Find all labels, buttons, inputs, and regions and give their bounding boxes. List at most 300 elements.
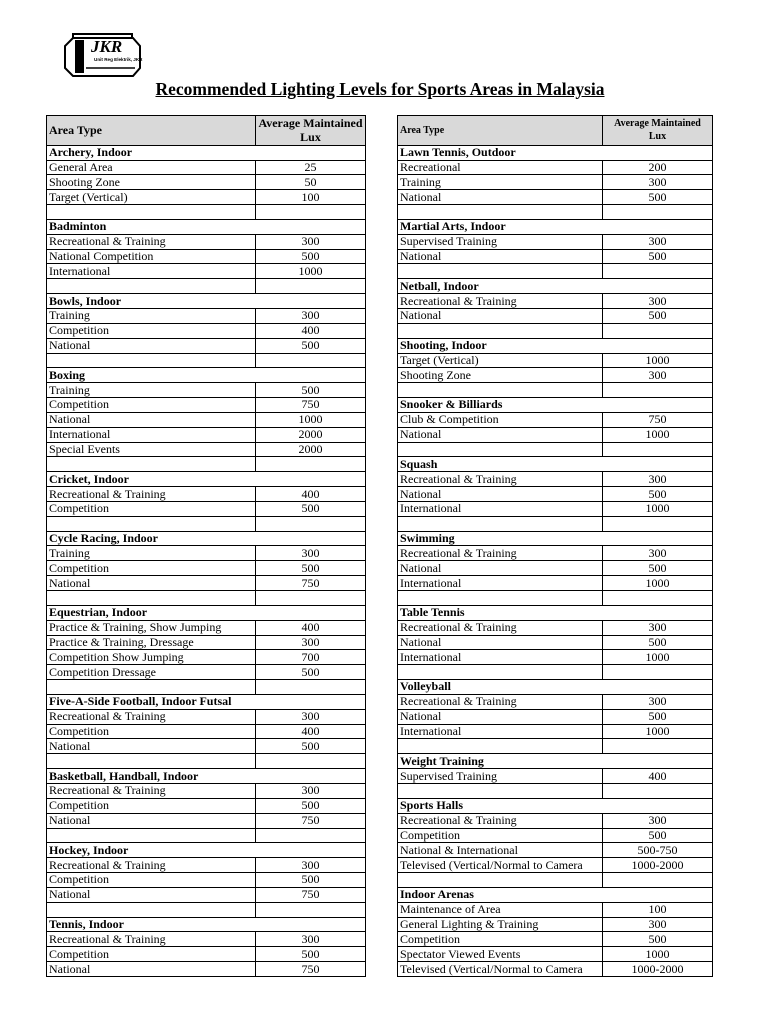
section-heading: Cycle Racing, Indoor xyxy=(47,531,256,546)
area-type-cell: National xyxy=(398,635,603,650)
table-row xyxy=(398,308,713,323)
table-row xyxy=(47,175,366,190)
lux-value-cell: 400 xyxy=(256,323,366,338)
lux-value-cell: 500 xyxy=(256,561,366,576)
lux-value-cell: 500 xyxy=(256,739,366,754)
blank-cell xyxy=(603,264,713,279)
table-row xyxy=(47,947,366,962)
area-type-cell: General Lighting & Training xyxy=(398,917,603,932)
area-type-cell: International xyxy=(398,576,603,591)
table-row xyxy=(398,249,713,264)
lux-value-cell: 1000 xyxy=(603,650,713,665)
section-lux-cell xyxy=(603,457,713,472)
table-row xyxy=(398,294,713,309)
blank-cell xyxy=(47,902,256,917)
section-lux-cell xyxy=(603,398,713,413)
blank-cell xyxy=(398,739,603,754)
table-row xyxy=(398,709,713,724)
lux-value-cell: 25 xyxy=(256,160,366,175)
area-type-cell: Competition xyxy=(47,561,256,576)
blank-cell xyxy=(398,873,603,888)
lux-value-cell: 200 xyxy=(603,160,713,175)
blank-cell xyxy=(47,279,256,294)
blank-row xyxy=(47,205,366,220)
blank-cell xyxy=(47,828,256,843)
blank-cell xyxy=(603,739,713,754)
area-type-cell: Competition xyxy=(47,798,256,813)
table-row xyxy=(398,620,713,635)
table-row xyxy=(47,383,366,398)
area-type-cell: Practice & Training, Show Jumping xyxy=(47,620,256,635)
table-row xyxy=(47,398,366,413)
lux-value-cell: 300 xyxy=(256,932,366,947)
table-row xyxy=(398,843,713,858)
table-row xyxy=(47,561,366,576)
section-row xyxy=(398,531,713,546)
area-type-cell: Spectator Viewed Events xyxy=(398,947,603,962)
lux-value-cell: 300 xyxy=(256,234,366,249)
table-row xyxy=(398,902,713,917)
lux-value-cell: 300 xyxy=(603,813,713,828)
table-row xyxy=(47,234,366,249)
lux-value-cell: 500 xyxy=(603,561,713,576)
area-type-cell: International xyxy=(47,264,256,279)
logo-text: JKR xyxy=(91,37,123,56)
lux-value-cell: 500-750 xyxy=(603,843,713,858)
section-lux-cell xyxy=(256,605,366,620)
area-type-cell: National xyxy=(47,739,256,754)
table-row xyxy=(47,412,366,427)
table-row xyxy=(47,501,366,516)
blank-cell xyxy=(398,205,603,220)
lux-value-cell: 2000 xyxy=(256,427,366,442)
area-type-cell: Club & Competition xyxy=(398,412,603,427)
table-row xyxy=(398,769,713,784)
table-row xyxy=(398,175,713,190)
section-lux-cell xyxy=(256,219,366,234)
blank-cell xyxy=(47,457,256,472)
table-row xyxy=(47,249,366,264)
table-row xyxy=(47,190,366,205)
blank-cell xyxy=(256,680,366,695)
table-row xyxy=(398,932,713,947)
area-type-cell: Recreational & Training xyxy=(47,234,256,249)
section-heading: Hockey, Indoor xyxy=(47,843,256,858)
area-type-cell: Competition Dressage xyxy=(47,665,256,680)
section-row xyxy=(398,754,713,769)
blank-cell xyxy=(47,754,256,769)
area-type-cell: Practice & Training, Dressage xyxy=(47,635,256,650)
table-row xyxy=(398,501,713,516)
area-type-cell: National xyxy=(47,962,256,977)
blank-row xyxy=(47,279,366,294)
section-heading: Bowls, Indoor xyxy=(47,294,256,309)
lux-value-cell: 300 xyxy=(603,175,713,190)
section-lux-cell xyxy=(603,279,713,294)
table-row xyxy=(398,650,713,665)
area-type-cell: Training xyxy=(398,175,603,190)
table-row xyxy=(398,858,713,873)
page-title: Recommended Lighting Levels for Sports Areas in Malaysia xyxy=(155,79,605,99)
blank-cell xyxy=(398,383,603,398)
lux-value-cell: 400 xyxy=(256,487,366,502)
table-row xyxy=(47,932,366,947)
lux-value-cell: 300 xyxy=(256,709,366,724)
blank-cell xyxy=(256,516,366,531)
section-row xyxy=(398,605,713,620)
blank-row xyxy=(47,516,366,531)
section-row xyxy=(398,398,713,413)
lux-value-cell: 1000-2000 xyxy=(603,962,713,977)
section-lux-cell xyxy=(256,294,366,309)
table-row xyxy=(47,858,366,873)
table-row xyxy=(398,487,713,502)
lux-value-cell: 1000 xyxy=(603,427,713,442)
lux-value-cell: 300 xyxy=(603,234,713,249)
section-heading: Indoor Arenas xyxy=(398,887,603,902)
table-row xyxy=(47,783,366,798)
lux-value-cell: 1000 xyxy=(603,353,713,368)
blank-row xyxy=(398,873,713,888)
lux-value-cell: 500 xyxy=(256,665,366,680)
blank-cell xyxy=(398,264,603,279)
section-row xyxy=(47,769,366,784)
blank-row xyxy=(47,828,366,843)
area-type-cell: National xyxy=(398,487,603,502)
area-type-cell: Competition xyxy=(398,828,603,843)
blank-row xyxy=(398,205,713,220)
blank-cell xyxy=(398,591,603,606)
blank-cell xyxy=(398,323,603,338)
blank-cell xyxy=(603,783,713,798)
blank-cell xyxy=(256,754,366,769)
area-type-cell: National xyxy=(47,338,256,353)
left-lighting-table xyxy=(46,115,366,977)
table-row xyxy=(398,947,713,962)
area-type-cell: National xyxy=(47,576,256,591)
area-type-cell: Special Events xyxy=(47,442,256,457)
lux-value-cell: 300 xyxy=(256,635,366,650)
lux-value-cell: 300 xyxy=(256,546,366,561)
table-row xyxy=(398,427,713,442)
table-row xyxy=(47,650,366,665)
lux-value-cell: 300 xyxy=(603,472,713,487)
section-lux-cell xyxy=(256,917,366,932)
table-row xyxy=(398,576,713,591)
lux-value-cell: 500 xyxy=(603,190,713,205)
table-row xyxy=(398,962,713,977)
blank-cell xyxy=(398,516,603,531)
section-row xyxy=(398,887,713,902)
area-type-cell: Recreational & Training xyxy=(47,709,256,724)
blank-cell xyxy=(603,665,713,680)
lux-value-cell: 500 xyxy=(256,947,366,962)
section-heading: Tennis, Indoor xyxy=(47,917,256,932)
section-heading: Archery, Indoor xyxy=(47,145,256,160)
table-row xyxy=(47,798,366,813)
section-heading: Weight Training xyxy=(398,754,603,769)
table-row xyxy=(47,962,366,977)
area-type-cell: National xyxy=(398,427,603,442)
lux-value-cell: 750 xyxy=(256,398,366,413)
blank-row xyxy=(398,264,713,279)
section-row xyxy=(398,338,713,353)
blank-row xyxy=(398,516,713,531)
area-type-cell: Competition xyxy=(47,947,256,962)
lux-value-cell: 500 xyxy=(603,308,713,323)
lux-value-cell: 1000-2000 xyxy=(603,858,713,873)
section-lux-cell xyxy=(256,368,366,383)
table-row xyxy=(47,739,366,754)
lux-value-cell: 500 xyxy=(256,501,366,516)
section-lux-cell xyxy=(256,472,366,487)
lux-value-cell: 750 xyxy=(256,813,366,828)
blank-cell xyxy=(603,516,713,531)
area-type-cell: Recreational & Training xyxy=(398,294,603,309)
column-header-average-lux: Average Maintained Lux xyxy=(256,116,366,146)
blank-cell xyxy=(603,591,713,606)
table-row xyxy=(47,887,366,902)
lux-value-cell: 1000 xyxy=(603,576,713,591)
lux-value-cell: 1000 xyxy=(603,724,713,739)
area-type-cell: National & International xyxy=(398,843,603,858)
area-type-cell: Competition Show Jumping xyxy=(47,650,256,665)
lux-value-cell: 300 xyxy=(603,694,713,709)
section-heading: Cricket, Indoor xyxy=(47,472,256,487)
area-type-cell: Competition xyxy=(47,724,256,739)
area-type-cell: National xyxy=(47,412,256,427)
lux-value-cell: 500 xyxy=(256,798,366,813)
section-lux-cell xyxy=(603,338,713,353)
lux-value-cell: 500 xyxy=(256,249,366,264)
blank-row xyxy=(47,353,366,368)
section-lux-cell xyxy=(603,531,713,546)
lux-value-cell: 300 xyxy=(603,546,713,561)
blank-cell xyxy=(398,442,603,457)
section-row xyxy=(47,694,366,709)
area-type-cell: Recreational & Training xyxy=(398,620,603,635)
section-row xyxy=(47,145,366,160)
area-type-cell: General Area xyxy=(47,160,256,175)
lux-value-cell: 500 xyxy=(603,828,713,843)
area-type-cell: Competition xyxy=(47,873,256,888)
area-type-cell: National xyxy=(398,709,603,724)
blank-cell xyxy=(47,205,256,220)
lux-value-cell: 2000 xyxy=(256,442,366,457)
area-type-cell: International xyxy=(398,650,603,665)
blank-row xyxy=(398,591,713,606)
jkr-logo xyxy=(63,32,142,80)
section-lux-cell xyxy=(256,531,366,546)
section-lux-cell xyxy=(603,219,713,234)
section-row xyxy=(398,798,713,813)
blank-cell xyxy=(47,516,256,531)
area-type-cell: Competition xyxy=(47,323,256,338)
area-type-cell: Competition xyxy=(398,932,603,947)
lux-value-cell: 400 xyxy=(603,769,713,784)
section-heading: Equestrian, Indoor xyxy=(47,605,256,620)
table-row xyxy=(47,323,366,338)
section-lux-cell xyxy=(256,145,366,160)
table-row xyxy=(398,190,713,205)
section-heading: Boxing xyxy=(47,368,256,383)
lux-value-cell: 500 xyxy=(256,338,366,353)
section-lux-cell xyxy=(603,754,713,769)
section-row xyxy=(47,843,366,858)
lux-value-cell: 500 xyxy=(603,932,713,947)
table-row xyxy=(398,635,713,650)
table-row xyxy=(47,709,366,724)
blank-cell xyxy=(256,828,366,843)
lux-value-cell: 400 xyxy=(256,724,366,739)
blank-cell xyxy=(603,383,713,398)
lux-value-cell: 100 xyxy=(603,902,713,917)
section-row xyxy=(47,917,366,932)
section-row xyxy=(47,605,366,620)
section-lux-cell xyxy=(256,694,366,709)
area-type-cell: National xyxy=(47,813,256,828)
area-type-cell: Supervised Training xyxy=(398,769,603,784)
section-heading: Swimming xyxy=(398,531,603,546)
lux-value-cell: 500 xyxy=(603,249,713,264)
area-type-cell: National xyxy=(47,887,256,902)
section-heading: Snooker & Billiards xyxy=(398,398,603,413)
blank-row xyxy=(398,665,713,680)
blank-row xyxy=(47,591,366,606)
area-type-cell: Target (Vertical) xyxy=(47,190,256,205)
area-type-cell: Supervised Training xyxy=(398,234,603,249)
table-row xyxy=(47,724,366,739)
lux-value-cell: 400 xyxy=(256,620,366,635)
area-type-cell: Televised (Vertical/Normal to Camera xyxy=(398,962,603,977)
table-row xyxy=(47,427,366,442)
column-header-area-type: Area Type xyxy=(398,116,603,146)
table-row xyxy=(398,472,713,487)
blank-cell xyxy=(256,353,366,368)
section-row xyxy=(47,219,366,234)
table-row xyxy=(47,665,366,680)
blank-cell xyxy=(398,783,603,798)
column-header-area-type: Area Type xyxy=(47,116,256,146)
section-row xyxy=(398,680,713,695)
section-lux-cell xyxy=(603,605,713,620)
blank-cell xyxy=(398,665,603,680)
lux-value-cell: 500 xyxy=(256,383,366,398)
section-row xyxy=(398,457,713,472)
area-type-cell: National xyxy=(398,561,603,576)
section-row xyxy=(398,219,713,234)
table-row xyxy=(398,724,713,739)
table-row xyxy=(47,308,366,323)
lux-value-cell: 1000 xyxy=(256,412,366,427)
area-type-cell: National xyxy=(398,308,603,323)
lux-value-cell: 700 xyxy=(256,650,366,665)
blank-row xyxy=(398,383,713,398)
area-type-cell: Televised (Vertical/Normal to Camera xyxy=(398,858,603,873)
area-type-cell: National xyxy=(398,249,603,264)
section-lux-cell xyxy=(256,843,366,858)
area-type-cell: Recreational & Training xyxy=(398,813,603,828)
table-row xyxy=(398,353,713,368)
section-heading: Volleyball xyxy=(398,680,603,695)
section-lux-cell xyxy=(603,798,713,813)
table-row xyxy=(47,620,366,635)
blank-cell xyxy=(256,457,366,472)
table-row xyxy=(398,546,713,561)
lux-value-cell: 100 xyxy=(256,190,366,205)
table-row xyxy=(398,561,713,576)
blank-cell xyxy=(256,591,366,606)
area-type-cell: Shooting Zone xyxy=(47,175,256,190)
area-type-cell: International xyxy=(398,724,603,739)
blank-cell xyxy=(47,680,256,695)
table-row xyxy=(47,873,366,888)
lux-value-cell: 750 xyxy=(256,576,366,591)
blank-row xyxy=(398,323,713,338)
section-row xyxy=(47,472,366,487)
lux-value-cell: 1000 xyxy=(603,947,713,962)
area-type-cell: Training xyxy=(47,546,256,561)
section-heading: Sports Halls xyxy=(398,798,603,813)
table-row xyxy=(47,635,366,650)
lux-value-cell: 500 xyxy=(603,709,713,724)
blank-row xyxy=(398,783,713,798)
lux-value-cell: 750 xyxy=(256,962,366,977)
section-heading: Table Tennis xyxy=(398,605,603,620)
section-heading: Basketball, Handball, Indoor xyxy=(47,769,256,784)
section-heading: Badminton xyxy=(47,219,256,234)
area-type-cell: National xyxy=(398,190,603,205)
area-type-cell: International xyxy=(398,501,603,516)
area-type-cell: Recreational & Training xyxy=(47,932,256,947)
table-row xyxy=(47,487,366,502)
blank-cell xyxy=(47,353,256,368)
section-lux-cell xyxy=(256,769,366,784)
area-type-cell: Shooting Zone xyxy=(398,368,603,383)
lux-value-cell: 50 xyxy=(256,175,366,190)
lux-value-cell: 500 xyxy=(603,487,713,502)
lux-value-cell: 1000 xyxy=(603,501,713,516)
lux-value-cell: 750 xyxy=(256,887,366,902)
area-type-cell: Recreational & Training xyxy=(47,858,256,873)
right-lighting-table xyxy=(397,115,713,977)
table-row xyxy=(398,813,713,828)
blank-cell xyxy=(603,205,713,220)
blank-row xyxy=(47,902,366,917)
lux-value-cell: 300 xyxy=(603,294,713,309)
logo-subtext: Unit Reg Elektrik, JKR xyxy=(94,57,143,62)
lux-value-cell: 500 xyxy=(256,873,366,888)
area-type-cell: Training xyxy=(47,383,256,398)
section-heading: Lawn Tennis, Outdoor xyxy=(398,145,603,160)
table-row xyxy=(47,338,366,353)
section-row xyxy=(398,279,713,294)
lux-value-cell: 300 xyxy=(603,368,713,383)
lux-value-cell: 300 xyxy=(603,620,713,635)
area-type-cell: Recreational & Training xyxy=(47,487,256,502)
section-row xyxy=(47,531,366,546)
lux-value-cell: 1000 xyxy=(256,264,366,279)
blank-row xyxy=(47,754,366,769)
blank-cell xyxy=(603,442,713,457)
section-heading: Shooting, Indoor xyxy=(398,338,603,353)
table-row xyxy=(47,576,366,591)
table-row xyxy=(47,546,366,561)
table-row xyxy=(398,368,713,383)
lux-value-cell: 300 xyxy=(256,858,366,873)
section-heading: Netball, Indoor xyxy=(398,279,603,294)
table-row xyxy=(398,828,713,843)
